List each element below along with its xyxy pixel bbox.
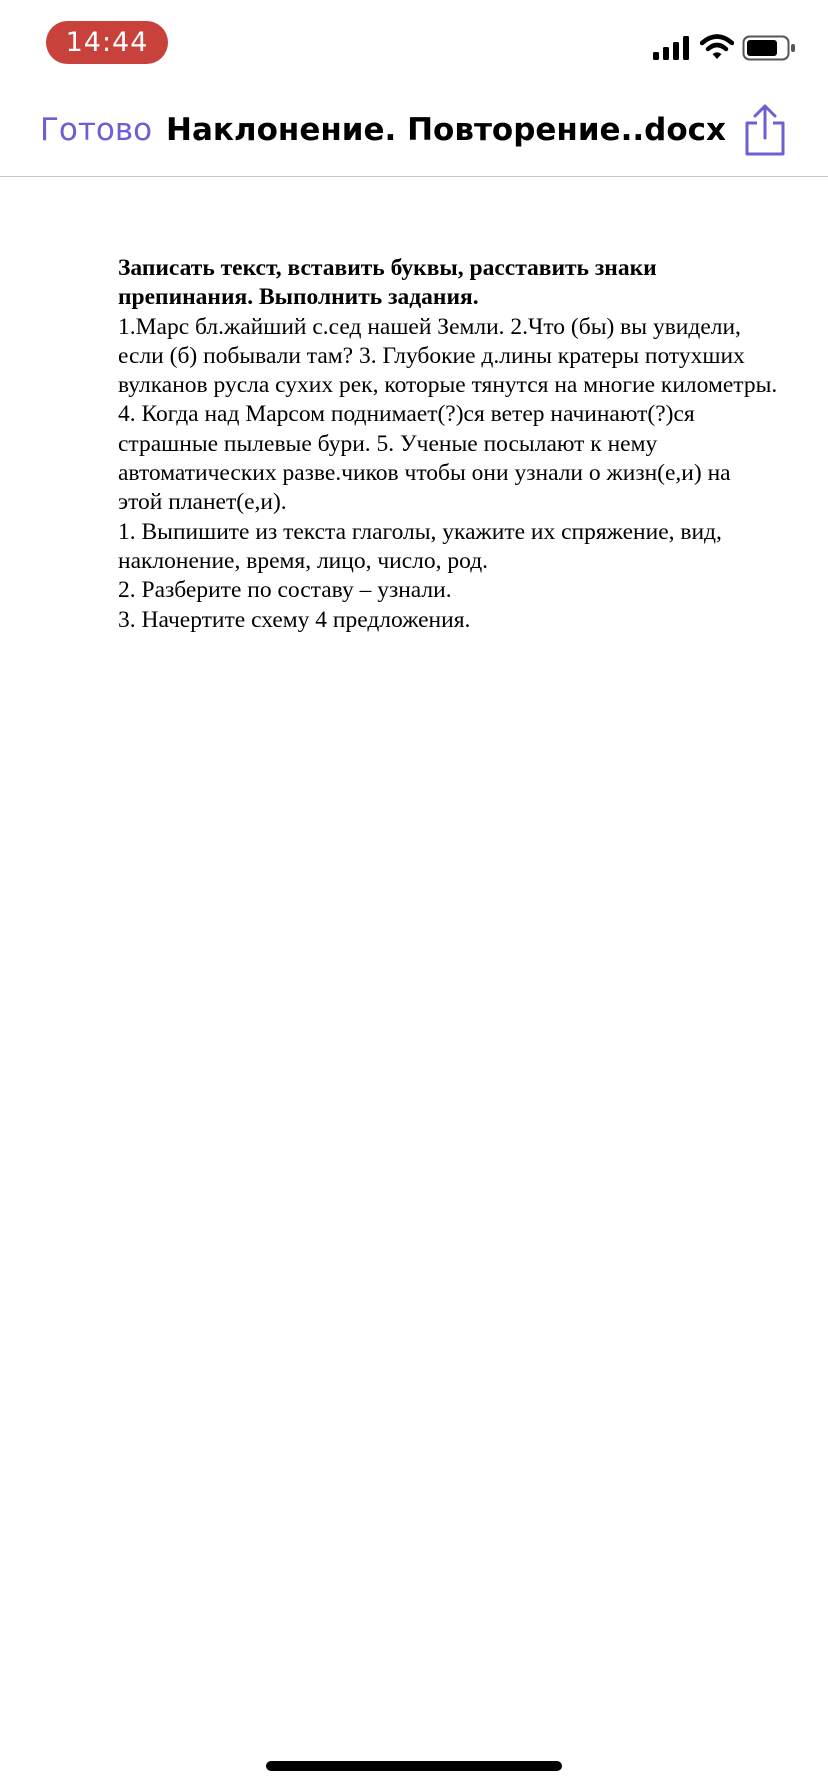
document-content [118,254,778,635]
home-indicator[interactable] [266,1761,562,1771]
signal-icon [653,36,691,60]
task-item-3: 3. Начертите схему 4 предложения. [118,606,471,633]
status-time[interactable]: 14:44 [46,21,168,64]
wifi-icon [700,34,734,60]
share-icon[interactable] [742,104,788,156]
navigation-bar [0,90,828,177]
document-paragraph: 1.Марс бл.жайший с.сед нашей Земли. 2.Что (бы) вы увидели, если (б) побывали там? 3. Глубокие д.лины кратеры потухших вулканов русла сухих рек, которые тянутся на многие километры. 4. Когда над Марсом поднимает(?)ся ветер начинают(?)ся страшные пылевые бури. 5. Ученые посылают к нему автоматических разве.чиков чтобы они узнали о жизн(е,и) на этой планет(е,и). [118,313,778,516]
document-heading: Записать текст, вставить буквы, расставить знаки препинания. Выполнить задания. [118,255,657,311]
done-button[interactable]: Готово [40,112,153,148]
task-item-2: 2. Разберите по составу – узнали. [118,577,452,604]
task-item-1: 1. Выпишите из текста глаголы, укажите их спряжение, вид, наклонение, время, лицо, число, род. [118,518,722,574]
document-title: Наклонение. Повторение..docx [166,112,726,148]
status-bar [0,0,828,90]
battery-icon [742,35,796,61]
